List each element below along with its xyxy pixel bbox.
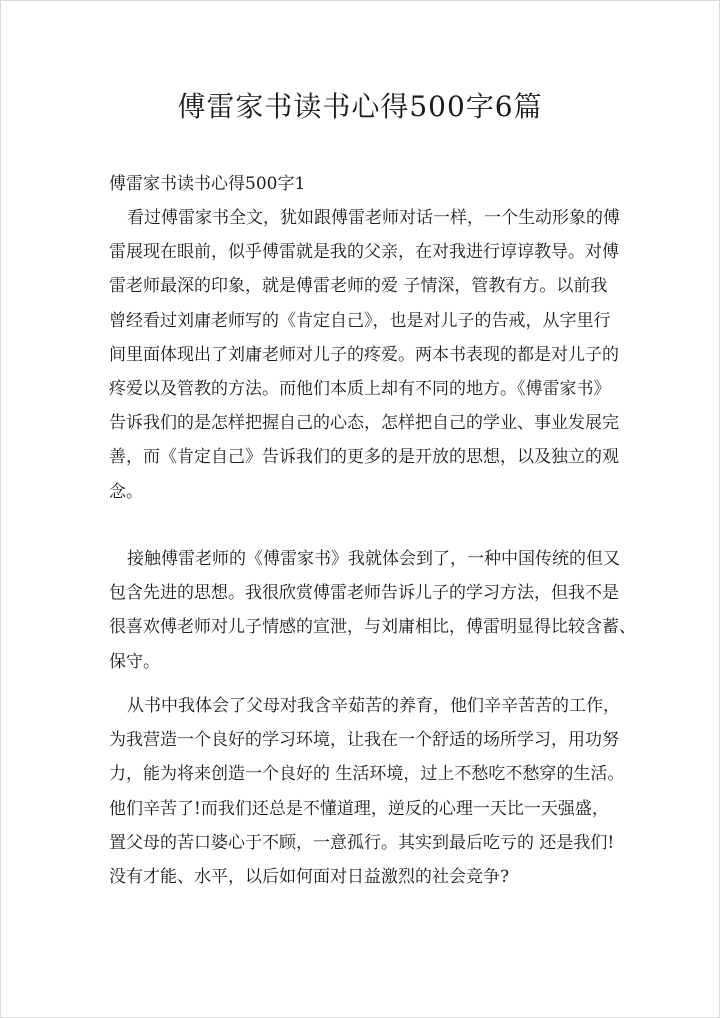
paragraph-line: 他们辛苦了!而我们还总是不懂道理，逆反的心理一天比一天强盛，: [109, 798, 609, 819]
paragraph-line: 保守。: [109, 651, 160, 672]
section-heading: 傅雷家书读书心得500字1: [109, 174, 306, 194]
paragraph-line: 很喜欢傅老师对儿子情感的宣泄，与刘庸相比，傅雷明显得比较含蓄、: [109, 617, 636, 638]
paragraph-line: 力，能为将来创造一个良好的 生活环境，过上不愁吃不愁穿的生活。: [109, 764, 625, 785]
paragraph-2: [109, 542, 636, 679]
paragraph-line: 曾经看过刘庸老师写的《肯定自己》，也是对儿子的告戒，从字里行: [109, 310, 611, 331]
paragraph-line: 看过傅雷家书全文，犹如跟傅雷老师对话一样，一个生动形象的傅: [127, 208, 620, 228]
paragraph-line: 为我营造一个良好的学习环境，让我在一个舒适的场所学习，用功努: [109, 730, 619, 751]
paragraph-line: 雷展现在眼前，似乎傅雷就是我的父亲，在对我进行谆谆教导。对傅: [109, 242, 619, 263]
paragraph-line: 包含先进的思想。我很欣赏傅雷老师告诉儿子的学习方法，但我不是: [109, 583, 619, 604]
paragraph-line: 善，而《肯定自己》告诉我们的更多的是开放的思想，以及独立的观: [109, 447, 619, 468]
paragraph-1: [109, 201, 619, 509]
paragraph-line: 从书中我体会了父母对我含辛茹苦的养育，他们辛辛苦苦的工作，: [127, 696, 620, 716]
paragraph-line: 雷老师最深的印象，就是傅雷老师的爱 子情深，管教有方。以前我: [109, 276, 608, 297]
document-title: 傅雷家书读书心得500字6篇: [177, 90, 543, 123]
paragraph-line: 疼爱以及管教的方法。而他们本质上却有不同的地方。《傅雷家书》: [109, 379, 611, 400]
paragraph-line: 没有才能、水平，以后如何面对日益激烈的社会竞争?: [109, 867, 510, 888]
paragraph-line: 置父母的苦口婆心于不顾，一意孤行。其实到最后吃亏的 还是我们!: [109, 832, 615, 853]
paragraph-line: 间里面体现出了刘庸老师对儿子的疼爱。两本书表现的都是对儿子的: [109, 344, 619, 365]
paragraph-line: 接触傅雷老师的《傅雷家书》我就体会到了，一种中国传统的但又: [127, 549, 620, 569]
paragraph-line: 告诉我们的是怎样把握自己的心态，怎样把自己的学业、事业发展完: [109, 413, 619, 434]
paragraph-line: 念。: [109, 481, 143, 502]
paragraph-3: [109, 689, 625, 894]
